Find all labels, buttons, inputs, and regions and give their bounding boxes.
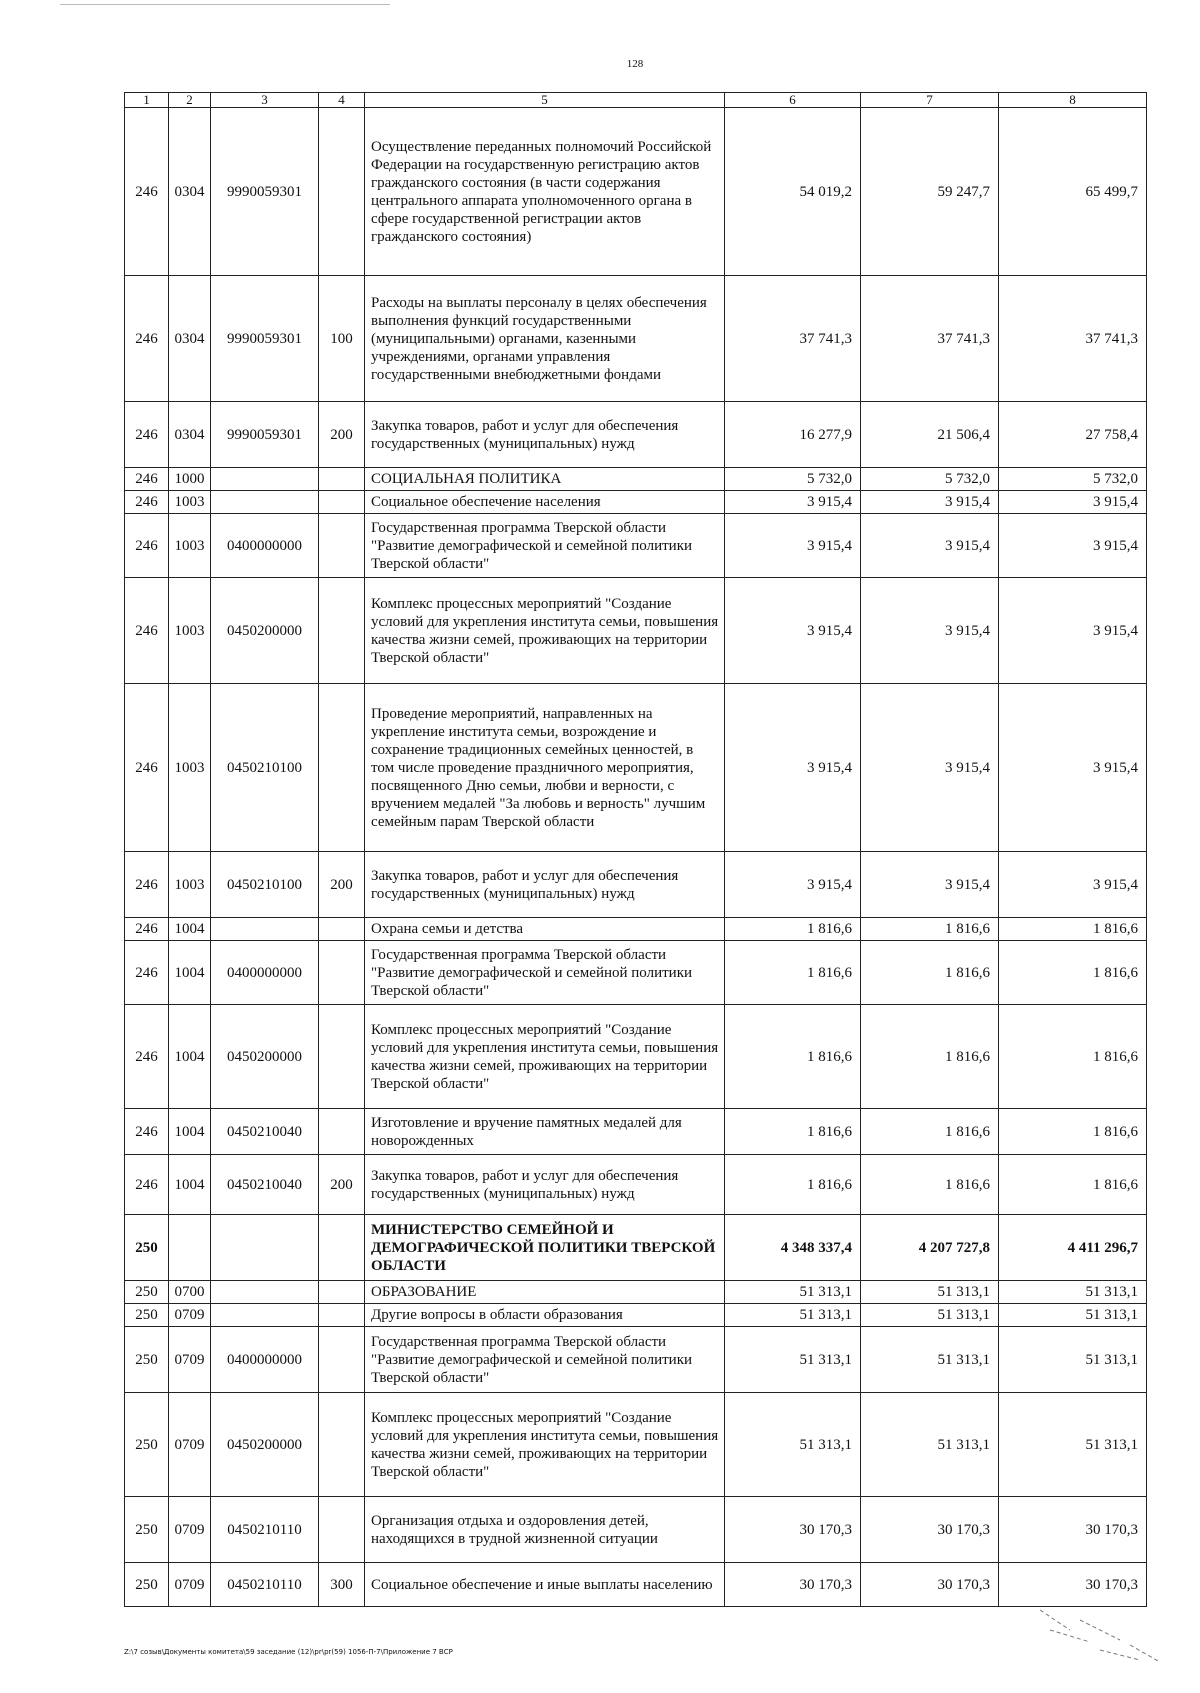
chapter-code-cell: 250 xyxy=(125,1327,169,1393)
chapter-code-cell: 250 xyxy=(125,1497,169,1563)
amount-year3-cell: 5 732,0 xyxy=(999,468,1147,491)
description-cell: Социальное обеспечение населения xyxy=(365,491,725,514)
expense-type-cell xyxy=(319,1109,365,1155)
chapter-code-cell: 246 xyxy=(125,684,169,852)
amount-year1-cell: 37 741,3 xyxy=(725,276,861,402)
amount-year1-cell: 4 348 337,4 xyxy=(725,1215,861,1281)
target-article-cell xyxy=(211,918,319,941)
chapter-code-cell: 250 xyxy=(125,1393,169,1497)
target-article-cell xyxy=(211,1281,319,1304)
expense-type-cell xyxy=(319,514,365,578)
amount-year1-cell: 1 816,6 xyxy=(725,941,861,1005)
target-article-cell: 9990059301 xyxy=(211,108,319,276)
amount-year3-cell: 1 816,6 xyxy=(999,1155,1147,1215)
target-article-cell: 9990059301 xyxy=(211,276,319,402)
table-row xyxy=(125,1215,1147,1281)
amount-year1-cell: 3 915,4 xyxy=(725,514,861,578)
column-header: 7 xyxy=(861,93,999,108)
table-row xyxy=(125,108,1147,276)
amount-year1-cell: 51 313,1 xyxy=(725,1304,861,1327)
amount-year1-cell: 5 732,0 xyxy=(725,468,861,491)
section-code-cell: 0709 xyxy=(169,1497,211,1563)
target-article-cell: 0450200000 xyxy=(211,578,319,684)
description-cell: СОЦИАЛЬНАЯ ПОЛИТИКА xyxy=(365,468,725,491)
amount-year2-cell: 1 816,6 xyxy=(861,941,999,1005)
target-article-cell: 0450210100 xyxy=(211,852,319,918)
amount-year2-cell: 5 732,0 xyxy=(861,468,999,491)
section-code-cell: 0709 xyxy=(169,1304,211,1327)
expense-type-cell xyxy=(319,1215,365,1281)
table-row xyxy=(125,941,1147,1005)
chapter-code-cell: 246 xyxy=(125,1005,169,1109)
table-row xyxy=(125,402,1147,468)
amount-year2-cell: 51 313,1 xyxy=(861,1393,999,1497)
expense-type-cell xyxy=(319,468,365,491)
amount-year2-cell: 51 313,1 xyxy=(861,1327,999,1393)
expense-type-cell xyxy=(319,1005,365,1109)
page-number: 128 xyxy=(626,58,644,70)
section-code-cell: 0304 xyxy=(169,276,211,402)
target-article-cell: 0450210040 xyxy=(211,1109,319,1155)
amount-year3-cell: 3 915,4 xyxy=(999,491,1147,514)
amount-year3-cell: 3 915,4 xyxy=(999,852,1147,918)
target-article-cell: 0400000000 xyxy=(211,1327,319,1393)
description-cell: Закупка товаров, работ и услуг для обеспечения государственных (муниципальных) нужд xyxy=(365,402,725,468)
amount-year2-cell: 51 313,1 xyxy=(861,1304,999,1327)
amount-year3-cell: 3 915,4 xyxy=(999,578,1147,684)
amount-year1-cell: 1 816,6 xyxy=(725,918,861,941)
column-number-row xyxy=(125,93,1147,108)
target-article-cell: 9990059301 xyxy=(211,402,319,468)
section-code-cell: 1003 xyxy=(169,684,211,852)
chapter-code-cell: 250 xyxy=(125,1304,169,1327)
table-row xyxy=(125,1304,1147,1327)
table-row xyxy=(125,578,1147,684)
amount-year2-cell: 37 741,3 xyxy=(861,276,999,402)
chapter-code-cell: 246 xyxy=(125,852,169,918)
target-article-cell: 0450210110 xyxy=(211,1497,319,1563)
section-code-cell: 1004 xyxy=(169,918,211,941)
amount-year1-cell: 54 019,2 xyxy=(725,108,861,276)
chapter-code-cell: 250 xyxy=(125,1215,169,1281)
amount-year3-cell: 51 313,1 xyxy=(999,1304,1147,1327)
section-code-cell: 1004 xyxy=(169,1005,211,1109)
amount-year3-cell: 3 915,4 xyxy=(999,514,1147,578)
expense-type-cell xyxy=(319,918,365,941)
section-code-cell: 1000 xyxy=(169,468,211,491)
target-article-cell: 0450200000 xyxy=(211,1005,319,1109)
amount-year2-cell: 21 506,4 xyxy=(861,402,999,468)
section-code-cell: 0709 xyxy=(169,1327,211,1393)
amount-year1-cell: 51 313,1 xyxy=(725,1393,861,1497)
expense-type-cell xyxy=(319,1327,365,1393)
section-code-cell: 0304 xyxy=(169,402,211,468)
file-path-footer: Z:\7 созыв\Документы комитета\59 заседание (12)\pr\pr(59) 1056-П-7\Приложение 7 ВСР xyxy=(124,1648,453,1656)
amount-year2-cell: 1 816,6 xyxy=(861,1155,999,1215)
table-row xyxy=(125,491,1147,514)
chapter-code-cell: 246 xyxy=(125,108,169,276)
expense-type-cell: 200 xyxy=(319,1155,365,1215)
chapter-code-cell: 246 xyxy=(125,1109,169,1155)
expense-type-cell xyxy=(319,1497,365,1563)
amount-year1-cell: 1 816,6 xyxy=(725,1109,861,1155)
expense-type-cell xyxy=(319,941,365,1005)
expense-type-cell: 300 xyxy=(319,1563,365,1607)
expense-type-cell xyxy=(319,578,365,684)
amount-year1-cell: 51 313,1 xyxy=(725,1327,861,1393)
section-code-cell: 0709 xyxy=(169,1563,211,1607)
target-article-cell xyxy=(211,1215,319,1281)
chapter-code-cell: 246 xyxy=(125,402,169,468)
table-body xyxy=(125,108,1147,1607)
table-row xyxy=(125,276,1147,402)
section-code-cell: 1003 xyxy=(169,578,211,684)
description-cell: Комплекс процессных мероприятий "Создание условий для укрепления института семьи, повышения качества жизни семей, проживающих на территории Тверской области" xyxy=(365,578,725,684)
column-header: 6 xyxy=(725,93,861,108)
amount-year2-cell: 1 816,6 xyxy=(861,1109,999,1155)
section-code-cell: 0700 xyxy=(169,1281,211,1304)
amount-year3-cell: 1 816,6 xyxy=(999,941,1147,1005)
amount-year1-cell: 16 277,9 xyxy=(725,402,861,468)
column-header: 3 xyxy=(211,93,319,108)
table-row xyxy=(125,1155,1147,1215)
amount-year1-cell: 30 170,3 xyxy=(725,1563,861,1607)
target-article-cell: 0450200000 xyxy=(211,1393,319,1497)
amount-year3-cell: 1 816,6 xyxy=(999,1005,1147,1109)
description-cell: Другие вопросы в области образования xyxy=(365,1304,725,1327)
column-header: 4 xyxy=(319,93,365,108)
column-header: 8 xyxy=(999,93,1147,108)
amount-year2-cell: 51 313,1 xyxy=(861,1281,999,1304)
budget-table-container xyxy=(124,92,1146,1607)
amount-year3-cell: 37 741,3 xyxy=(999,276,1147,402)
target-article-cell xyxy=(211,491,319,514)
amount-year1-cell: 30 170,3 xyxy=(725,1497,861,1563)
expense-type-cell: 200 xyxy=(319,852,365,918)
description-cell: Осуществление переданных полномочий Российской Федерации на государственную регистрацию актов гражданского состояния (в части содержания центрального аппарата уполномоченного органа в сфере государственной регистрации актов гражданского состояния) xyxy=(365,108,725,276)
section-code-cell: 1003 xyxy=(169,514,211,578)
scan-edge-line xyxy=(60,4,390,5)
expense-type-cell xyxy=(319,1281,365,1304)
description-cell: Изготовление и вручение памятных медалей для новорожденных xyxy=(365,1109,725,1155)
expense-type-cell: 200 xyxy=(319,402,365,468)
description-cell: Комплекс процессных мероприятий "Создание условий для укрепления института семьи, повышения качества жизни семей, проживающих на территории Тверской области" xyxy=(365,1005,725,1109)
chapter-code-cell: 246 xyxy=(125,491,169,514)
table-row xyxy=(125,918,1147,941)
table-row xyxy=(125,1005,1147,1109)
target-article-cell: 0400000000 xyxy=(211,514,319,578)
table-row xyxy=(125,1281,1147,1304)
chapter-code-cell: 246 xyxy=(125,941,169,1005)
table-row xyxy=(125,684,1147,852)
amount-year2-cell: 3 915,4 xyxy=(861,491,999,514)
chapter-code-cell: 246 xyxy=(125,1155,169,1215)
table-row xyxy=(125,514,1147,578)
amount-year3-cell: 1 816,6 xyxy=(999,1109,1147,1155)
section-code-cell xyxy=(169,1215,211,1281)
amount-year2-cell: 3 915,4 xyxy=(861,514,999,578)
expense-type-cell xyxy=(319,684,365,852)
amount-year1-cell: 1 816,6 xyxy=(725,1155,861,1215)
target-article-cell: 0400000000 xyxy=(211,941,319,1005)
amount-year2-cell: 3 915,4 xyxy=(861,852,999,918)
chapter-code-cell: 246 xyxy=(125,918,169,941)
chapter-code-cell: 250 xyxy=(125,1281,169,1304)
section-code-cell: 0304 xyxy=(169,108,211,276)
expense-type-cell xyxy=(319,491,365,514)
expense-type-cell xyxy=(319,108,365,276)
description-cell: Государственная программа Тверской области "Развитие демографической и семейной политики Тверской области" xyxy=(365,941,725,1005)
amount-year3-cell: 65 499,7 xyxy=(999,108,1147,276)
amount-year3-cell: 30 170,3 xyxy=(999,1563,1147,1607)
amount-year2-cell: 1 816,6 xyxy=(861,1005,999,1109)
table-row xyxy=(125,1393,1147,1497)
table-row xyxy=(125,1563,1147,1607)
amount-year3-cell: 51 313,1 xyxy=(999,1281,1147,1304)
target-article-cell: 0450210100 xyxy=(211,684,319,852)
chapter-code-cell: 246 xyxy=(125,514,169,578)
amount-year1-cell: 3 915,4 xyxy=(725,578,861,684)
description-cell: Закупка товаров, работ и услуг для обеспечения государственных (муниципальных) нужд xyxy=(365,852,725,918)
pencil-scribble xyxy=(1030,1600,1170,1670)
amount-year3-cell: 3 915,4 xyxy=(999,684,1147,852)
column-header: 2 xyxy=(169,93,211,108)
target-article-cell: 0450210110 xyxy=(211,1563,319,1607)
description-cell: Комплекс процессных мероприятий "Создание условий для укрепления института семьи, повышения качества жизни семей, проживающих на территории Тверской области" xyxy=(365,1393,725,1497)
description-cell: ОБРАЗОВАНИЕ xyxy=(365,1281,725,1304)
description-cell: МИНИСТЕРСТВО СЕМЕЙНОЙ И ДЕМОГРАФИЧЕСКОЙ ПОЛИТИКИ ТВЕРСКОЙ ОБЛАСТИ xyxy=(365,1215,725,1281)
amount-year2-cell: 3 915,4 xyxy=(861,578,999,684)
amount-year3-cell: 30 170,3 xyxy=(999,1497,1147,1563)
amount-year1-cell: 1 816,6 xyxy=(725,1005,861,1109)
amount-year2-cell: 1 816,6 xyxy=(861,918,999,941)
target-article-cell xyxy=(211,1304,319,1327)
description-cell: Охрана семьи и детства xyxy=(365,918,725,941)
section-code-cell: 1003 xyxy=(169,491,211,514)
section-code-cell: 1004 xyxy=(169,941,211,1005)
amount-year1-cell: 3 915,4 xyxy=(725,852,861,918)
section-code-cell: 1004 xyxy=(169,1155,211,1215)
table-row xyxy=(125,1497,1147,1563)
table-row xyxy=(125,468,1147,491)
amount-year1-cell: 3 915,4 xyxy=(725,491,861,514)
chapter-code-cell: 246 xyxy=(125,578,169,684)
chapter-code-cell: 250 xyxy=(125,1563,169,1607)
expense-type-cell xyxy=(319,1304,365,1327)
section-code-cell: 1004 xyxy=(169,1109,211,1155)
amount-year3-cell: 4 411 296,7 xyxy=(999,1215,1147,1281)
amount-year2-cell: 3 915,4 xyxy=(861,684,999,852)
table-row xyxy=(125,1109,1147,1155)
amount-year3-cell: 1 816,6 xyxy=(999,918,1147,941)
description-cell: Государственная программа Тверской области "Развитие демографической и семейной политики Тверской области" xyxy=(365,514,725,578)
amount-year2-cell: 30 170,3 xyxy=(861,1497,999,1563)
chapter-code-cell: 246 xyxy=(125,276,169,402)
target-article-cell xyxy=(211,468,319,491)
description-cell: Расходы на выплаты персоналу в целях обеспечения выполнения функций государственными (муниципальными) органами, казенными учреждениями, органами управления государственными внебюджетными фондами xyxy=(365,276,725,402)
section-code-cell: 1003 xyxy=(169,852,211,918)
table-row xyxy=(125,1327,1147,1393)
amount-year1-cell: 51 313,1 xyxy=(725,1281,861,1304)
section-code-cell: 0709 xyxy=(169,1393,211,1497)
column-header: 5 xyxy=(365,93,725,108)
amount-year2-cell: 4 207 727,8 xyxy=(861,1215,999,1281)
expense-type-cell xyxy=(319,1393,365,1497)
amount-year2-cell: 59 247,7 xyxy=(861,108,999,276)
description-cell: Государственная программа Тверской области "Развитие демографической и семейной политики Тверской области" xyxy=(365,1327,725,1393)
description-cell: Закупка товаров, работ и услуг для обеспечения государственных (муниципальных) нужд xyxy=(365,1155,725,1215)
target-article-cell: 0450210040 xyxy=(211,1155,319,1215)
expense-type-cell: 100 xyxy=(319,276,365,402)
budget-table xyxy=(124,92,1147,1607)
column-header: 1 xyxy=(125,93,169,108)
description-cell: Проведение мероприятий, направленных на укрепление института семьи, возрождение и сохранение традиционных семейных ценностей, в том числе проведение праздничного мероприятия, посвященного Дню семьи, любви и верности, с вручением медалей "За любовь и верность" лучшим семейным парам Тверской области xyxy=(365,684,725,852)
amount-year1-cell: 3 915,4 xyxy=(725,684,861,852)
amount-year3-cell: 27 758,4 xyxy=(999,402,1147,468)
chapter-code-cell: 246 xyxy=(125,468,169,491)
amount-year2-cell: 30 170,3 xyxy=(861,1563,999,1607)
description-cell: Организация отдыха и оздоровления детей, находящихся в трудной жизненной ситуации xyxy=(365,1497,725,1563)
amount-year3-cell: 51 313,1 xyxy=(999,1393,1147,1497)
amount-year3-cell: 51 313,1 xyxy=(999,1327,1147,1393)
table-row xyxy=(125,852,1147,918)
description-cell: Социальное обеспечение и иные выплаты населению xyxy=(365,1563,725,1607)
